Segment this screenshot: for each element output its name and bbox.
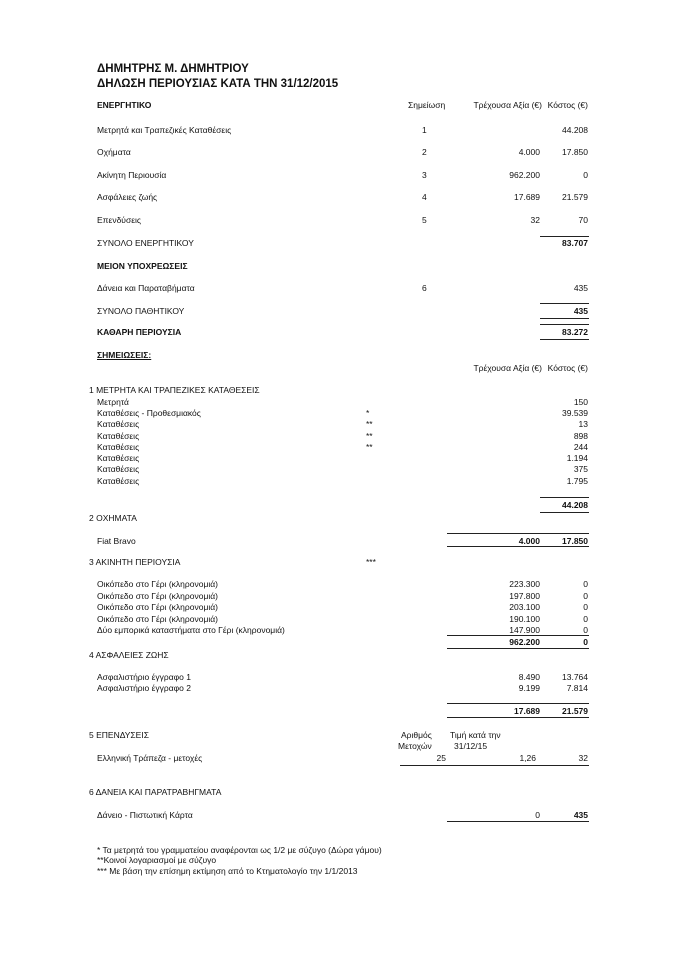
summary-row-current: 4.000 [518,147,540,157]
note-item-label: Καταθέσεις - Προθεσμιακός [97,408,201,418]
footnote: **Κοινοί λογαριασμοί με σύζυγο [97,855,217,865]
note-item-label: Καταθέσεις [97,442,140,452]
note-item-mark: ** [366,442,373,452]
note-item-label: Ασφαλιστήριο έγγραφο 1 [97,672,191,682]
note-item-current: 8.490 [518,672,540,682]
note-item-cost: 1.795 [566,476,588,486]
divider [540,339,589,340]
col-current-header: Τρέχουσα Αξία (€) [473,100,542,110]
net-worth-label: ΚΑΘΑΡΗ ΠΕΡΙΟΥΣΙΑ [97,327,182,337]
note-item-label: Δάνειο - Πιστωτική Κάρτα [97,810,193,820]
notes-col-current-header: Τρέχουσα Αξία (€) [473,363,542,373]
divider [540,318,589,319]
liabilities-heading: ΜΕΙΟΝ ΥΠΟΧΡΕΩΣΕΙΣ [97,261,188,271]
note-1-title: 1 ΜΕΤΡΗΤΑ ΚΑΙ ΤΡΑΠΕΖΙΚΕΣ ΚΑΤΑΘΕΣΕΙΣ [89,385,260,395]
summary-row-label: Μετρητά και Τραπεζικές Καταθέσεις [97,125,232,135]
note-item-current: 203.100 [509,602,540,612]
note-item-cost: 0 [583,625,588,635]
note-item-label: Ασφαλιστήριο έγγραφο 2 [97,683,191,693]
divider [447,635,589,636]
note-item-current: 190.100 [509,614,540,624]
note-item-cost: 39.539 [562,408,588,418]
summary-row-current: 17.689 [514,192,540,202]
liabilities-row-label: Δάνεια και Παραταβήματα [97,283,195,293]
note-item-label: Οικόπεδο στο Γέρι (κληρονομιά) [97,614,218,624]
note-item-cost: 13.764 [562,672,588,682]
summary-row-label: Ασφάλειες ζωής [97,192,158,202]
note-item-mark: ** [366,431,373,441]
note-item-cost: 0 [583,579,588,589]
note-item-cost: 898 [573,431,588,441]
note-3-title: 3 ΑΚΙΝΗΤΗ ΠΕΡΙΟΥΣΙΑ [89,557,181,567]
summary-row-note: 2 [422,147,427,157]
note-6-title: 6 ΔΑΝΕΙΑ ΚΑΙ ΠΑΡΑΤΡΑΒΗΓΜΑΤΑ [89,787,222,797]
note-item-label: Καταθέσεις [97,453,140,463]
note-item-price: 1,26 [519,753,536,763]
note-item-current: 0 [535,810,540,820]
note-item-cost: 150 [573,397,588,407]
divider [540,497,589,498]
note-item-label: Καταθέσεις [97,476,140,486]
note-item-label: Καταθέσεις [97,419,140,429]
note-2-title: 2 ΟΧΗΜΑΤΑ [89,513,137,523]
notes-heading: ΣΗΜΕΙΩΣΕΙΣ: [97,350,152,360]
note-item-label: Οικόπεδο στο Γέρι (κληρονομιά) [97,602,218,612]
note-3-total-cost: 0 [583,637,588,647]
note-3-total-current: 962.200 [509,637,540,647]
summary-row-label: Επενδύσεις [97,215,141,225]
divider [447,546,589,547]
note-item-current: 147.900 [509,625,540,635]
footnote: *** Με βάση την επίσημη εκτίμηση από το Κτηματολογίο την 1/1/2013 [97,866,358,876]
total-assets-value: 83.707 [562,238,588,248]
document-title: ΔΗΛΩΣΗ ΠΕΡΙΟΥΣΙΑΣ ΚΑΤΑ ΤΗΝ 31/12/2015 [97,78,339,90]
liabilities-row-cost: 435 [573,283,588,293]
note-item-cost: 7.814 [566,683,588,693]
summary-row-cost: 0 [583,170,588,180]
divider [400,765,589,766]
note-5-title: 5 ΕΠΕΝΔΥΣΕΙΣ [89,730,149,740]
note-item-cost: 435 [573,810,588,820]
note-item-cost: 0 [583,602,588,612]
note-item-cost: 0 [583,614,588,624]
col-note-header: Σημείωση [408,100,446,110]
summary-row-label: Οχήματα [97,147,131,157]
note-item-cost: 17.850 [562,536,588,546]
note-item-mark: ** [366,419,373,429]
col-cost-header: Κόστος (€) [547,100,588,110]
note-item-cost: 375 [573,464,588,474]
net-worth-value: 83.272 [562,327,588,337]
col-shares-label-1: Αριθμός [401,730,432,740]
note-item-shares: 25 [436,753,446,763]
note-item-label: Καταθέσεις [97,464,140,474]
divider [540,236,589,237]
note-item-current: 197.800 [509,591,540,601]
note-item-cost: 13 [578,419,588,429]
divider [540,512,589,513]
note-item-current: 9.199 [518,683,540,693]
note-item-label: Μετρητά [97,397,129,407]
summary-row-current: 32 [530,215,540,225]
note-item-cost: 1.194 [566,453,588,463]
notes-col-cost-header: Κόστος (€) [547,363,588,373]
divider [447,648,589,649]
summary-row-cost: 21.579 [562,192,588,202]
total-liabilities-label: ΣΥΝΟΛΟ ΠΑΘΗΤΙΚΟΥ [97,306,185,316]
summary-row-note: 5 [422,215,427,225]
divider [447,533,589,534]
note-4-title: 4 ΑΣΦΑΛΕΙΕΣ ΖΩΗΣ [89,650,169,660]
note-4-total-current: 17.689 [514,706,540,716]
summary-row-note: 3 [422,170,427,180]
note-item-label: Fiat Bravo [97,536,136,546]
footnote: * Τα μετρητά του γραμματείου αναφέρονται ως 1/2 με σύζυγο (Δώρα γάμου) [97,845,382,855]
note-item-label: Δύο εμπορικά καταστήματα στο Γέρι (κληρονομιά) [97,625,285,635]
liabilities-row-note: 6 [422,283,427,293]
note-item-current: 223.300 [509,579,540,589]
summary-row-label: Ακίνητη Περιουσία [97,170,167,180]
note-item-label: Οικόπεδο στο Γέρι (κληρονομιά) [97,579,218,589]
note-item-cost: 32 [578,753,588,763]
summary-row-cost: 44.208 [562,125,588,135]
summary-row-cost: 70 [578,215,588,225]
assets-heading: ΕΝΕΡΓΗΤΙΚΟ [97,100,152,110]
divider [540,303,589,304]
note-item-label: Ελληνική Τράπεζα - μετοχές [97,753,203,763]
divider [447,717,589,718]
col-price-label-2: 31/12/15 [454,741,488,751]
summary-row-note: 4 [422,192,427,202]
owner-name: ΔΗΜΗΤΡΗΣ Μ. ΔΗΜΗΤΡΙΟΥ [97,63,249,75]
col-price-label-1: Τιμή κατά την [450,730,501,740]
note-item-current: 4.000 [518,536,540,546]
total-assets-label: ΣΥΝΟΛΟ ΕΝΕΡΓΗΤΙΚΟΥ [97,238,194,248]
summary-row-note: 1 [422,125,427,135]
note-item-label: Καταθέσεις [97,431,140,441]
summary-row-current: 962.200 [509,170,540,180]
note-4-total-cost: 21.579 [562,706,588,716]
divider [540,324,589,325]
note-3-mark: *** [366,557,376,567]
note-item-cost: 244 [573,442,588,452]
summary-row-cost: 17.850 [562,147,588,157]
divider [447,703,589,704]
col-shares-label-2: Μετοχών [398,741,432,751]
note-item-cost: 0 [583,591,588,601]
total-liabilities-value: 435 [573,306,588,316]
note-item-label: Οικόπεδο στο Γέρι (κληρονομιά) [97,591,218,601]
note-1-total: 44.208 [562,500,588,510]
divider [447,821,589,822]
note-item-mark: * [366,408,370,418]
